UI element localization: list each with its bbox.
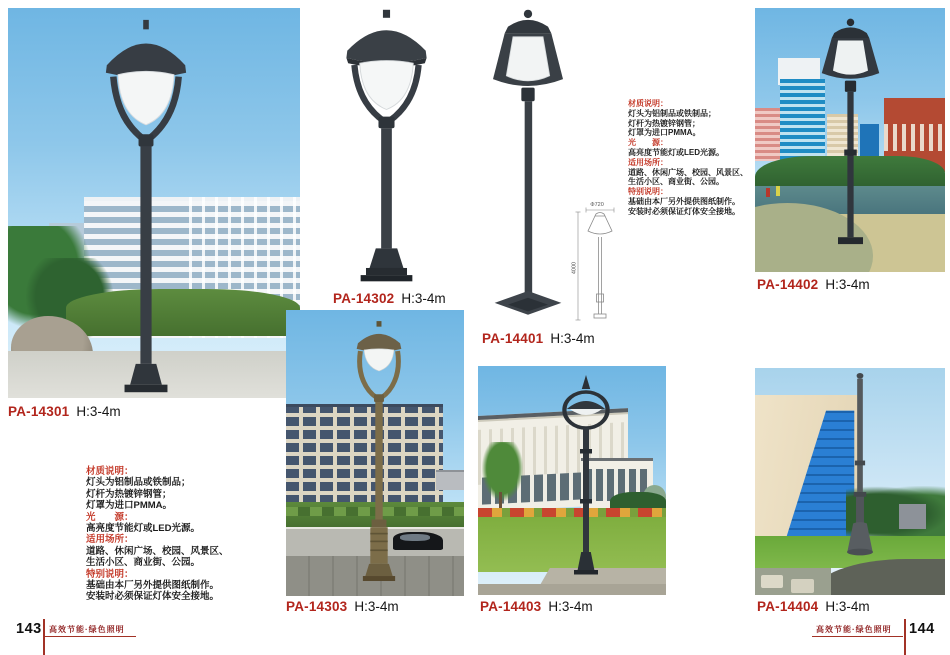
product-code: PA-14302 [333,291,395,306]
photo-pa-14301 [8,8,300,398]
spec-line: 灯罩为进口PMMA。 [628,128,701,138]
spec-line: 灯头为铝制品或铁制品； [86,477,191,489]
product-label [286,598,399,616]
dimension-diagram [570,198,624,328]
spec-heading: 适用场所： [86,534,134,546]
spec-line: 生活小区、商业街、公园。 [86,557,201,569]
red-building-colonnade [884,124,945,150]
product-size: H:3-4m [354,599,399,614]
lamp-render-pa-14302 [333,8,440,284]
spec-line: 道路、休闲广场、校园、风景区、 [628,167,748,177]
product-label [8,403,121,421]
product-size: H:3-4m [550,331,595,346]
diameter-dimension-label: Φ720 [590,202,604,208]
footer-left [16,620,42,638]
garden-lamp-illustration [813,18,888,256]
lamp-render-pa-14401 [478,8,578,330]
product-code: PA-14303 [286,599,348,614]
footer-slogan-left: 高效节能·绿色照明 [49,625,125,634]
spec-line: 道路、休闲广场、校园、风景区、 [86,545,229,557]
spec-line: 高亮度节能灯或LED光源。 [86,523,201,535]
product-code: PA-14402 [757,277,819,292]
product-label [482,330,595,348]
spec-block-left [86,466,256,603]
spec-heading: 适用场所： [628,157,668,167]
spec-line: 安装时必须保证灯体安全接地。 [628,206,740,216]
height-dimension-label: 4000 [571,261,578,275]
product-size: H:3-4m [825,277,870,292]
spec-line: 安装时必须保证灯体安全接地。 [86,591,220,603]
product-code: PA-14404 [757,599,819,614]
spec-line: 基础由本厂另外提供图纸制作。 [86,580,220,592]
footer-underline-right [812,636,903,637]
spec-line: 灯罩为进口PMMA。 [86,500,173,512]
footer-underline-left [44,636,136,637]
product-size: H:3-4m [825,599,870,614]
product-label [480,598,593,616]
spec-line: 基础由本厂另外提供图纸制作。 [628,196,740,206]
product-size: H:3-4m [548,599,593,614]
walkway-edge [478,584,666,595]
pedestrian [776,186,780,196]
product-size: H:3-4m [401,291,446,306]
distant-building [899,504,926,529]
spec-heading: 光 源： [86,511,134,523]
garden-tree [482,442,523,502]
photo-pa-14303 [286,310,464,596]
product-code: PA-14401 [482,331,544,346]
spec-line: 灯头为铝制品或铁制品； [628,108,716,118]
bronze-lamp-illustration [348,320,410,586]
spec-line: 高亮度节能灯或LED光源。 [628,147,724,157]
stepping-stone [761,575,784,589]
ring-lamp-illustration [556,374,616,584]
product-size: H:3-4m [76,404,121,419]
photo-pa-14402 [755,8,945,272]
product-label [757,598,870,616]
spec-heading: 特别说明： [628,187,668,197]
garden-lamp-illustration [90,18,202,396]
product-code: PA-14301 [8,404,70,419]
spec-heading: 材质说明： [86,466,134,477]
product-label [333,290,446,308]
pole-lamp-illustration [843,372,877,572]
stepping-stone [791,579,814,593]
spec-line: 灯杆为热镀锌钢管； [628,118,700,128]
spec-heading: 光 源： [628,138,668,148]
product-label [757,276,870,294]
footer-slogan-right: 高效节能·绿色照明 [816,625,892,634]
photo-pa-14404 [755,368,945,595]
pedestrian [766,188,770,197]
spec-heading: 材质说明： [628,99,668,108]
photo-pa-14403 [478,366,666,595]
tree-trunk [499,492,502,508]
spec-line: 灯杆为热镀锌钢管； [86,488,172,500]
spec-block-right [628,99,758,217]
footer-divider-right [904,619,906,655]
spec-line: 生活小区、商业街、公园。 [628,177,724,187]
spec-heading: 特别说明： [86,568,134,580]
pink-tower [755,108,782,161]
footer-right [909,620,935,638]
product-code: PA-14403 [480,599,542,614]
page-number-right: 144 [909,621,935,637]
page-number-left: 143 [16,621,42,637]
viaduct [436,470,464,490]
